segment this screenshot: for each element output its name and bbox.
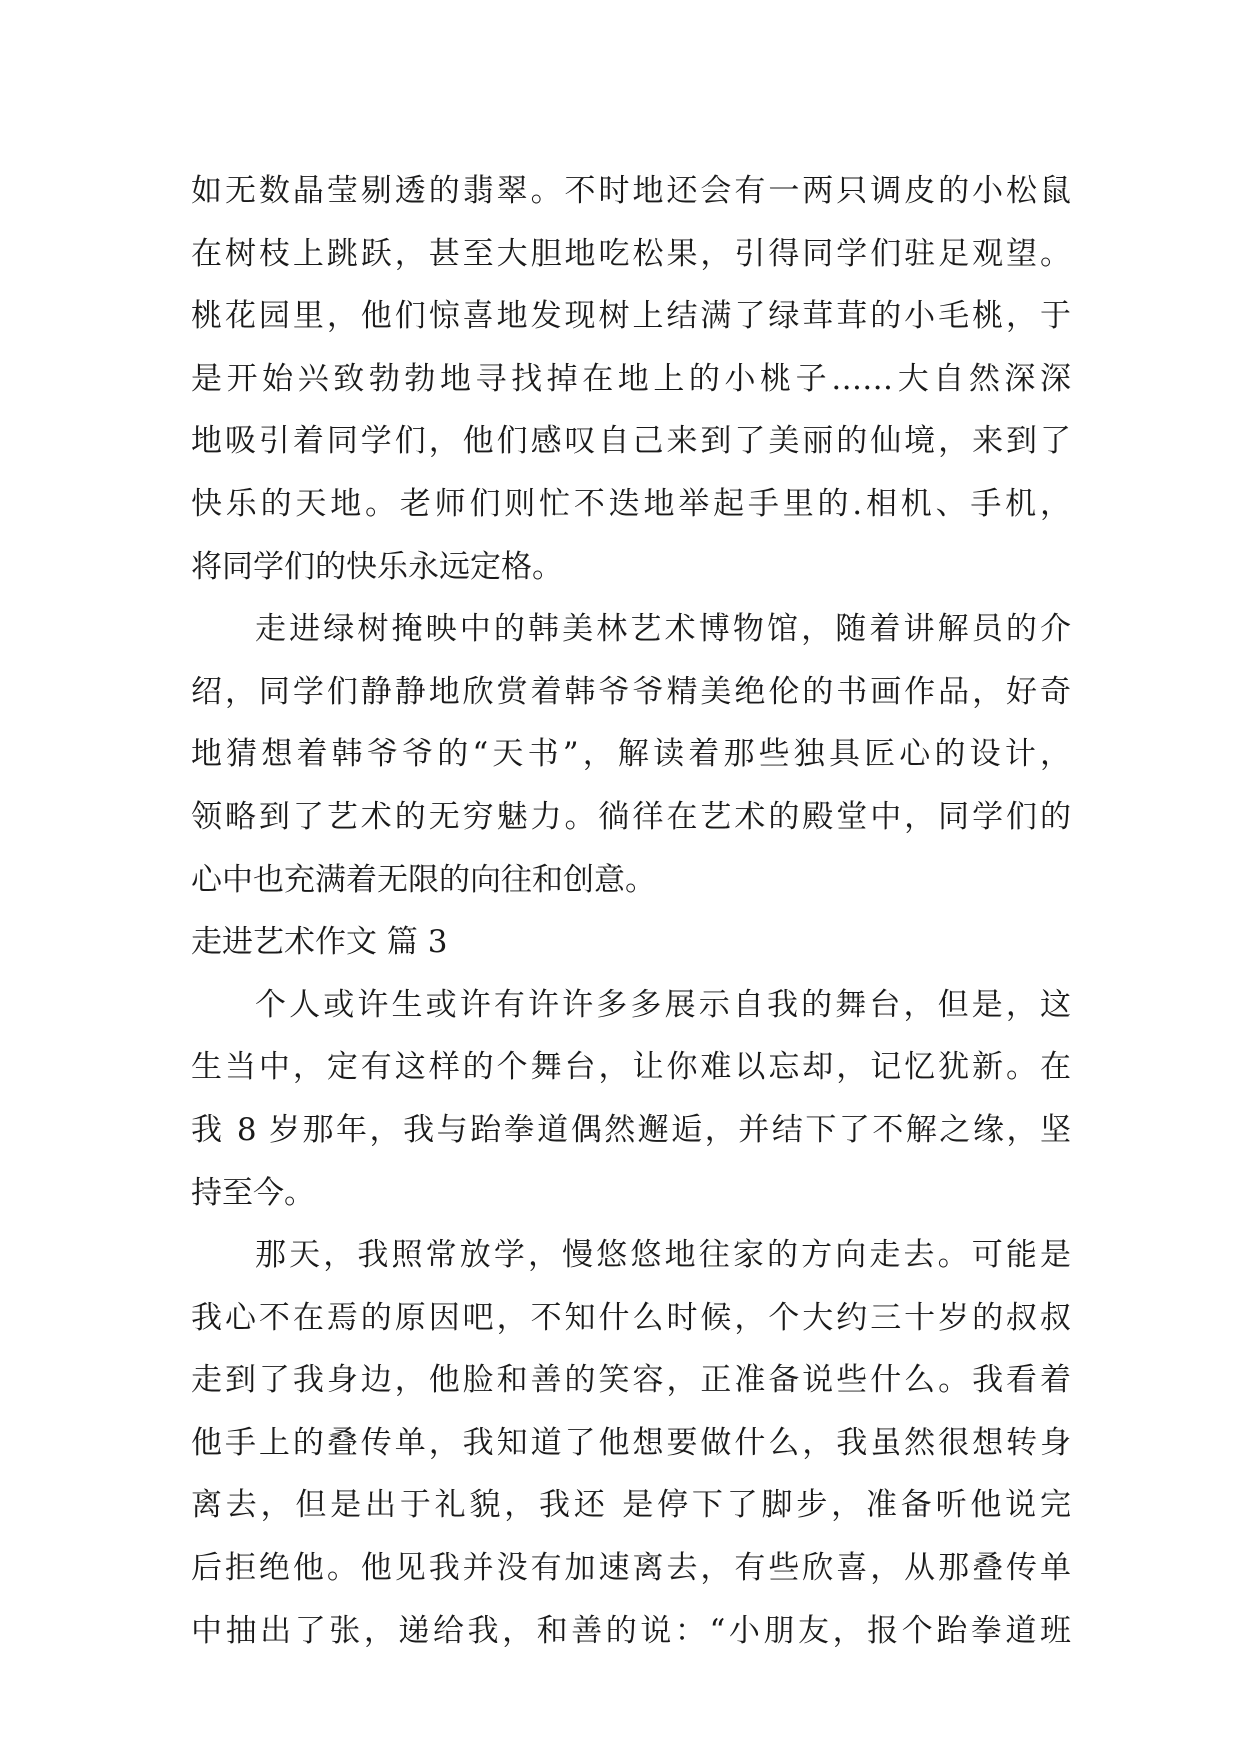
text-line: 桃花园里，他们惊喜地发现树上结满了绿茸茸的小毛桃，于 xyxy=(191,298,1071,335)
text-line: 将同学们的快乐永远定格。 xyxy=(191,548,563,585)
text-line: 离去，但是出于礼貌，我还 是停下了脚步，准备听他说完 xyxy=(191,1487,1071,1524)
document-body xyxy=(191,160,1071,1662)
text-line: 生当中，定有这样的个舞台，让你难以忘却，记忆犹新。在 xyxy=(191,1049,1071,1086)
text-line: 在树枝上跳跃，甚至大胆地吃松果，引得同学们驻足观望。 xyxy=(191,235,1071,272)
text-line: 如无数晶莹剔透的翡翠。不时地还会有一两只调皮的小松鼠 xyxy=(191,173,1071,209)
text-line: 后拒绝他。他见我并没有加速离去，有些欣喜，从那叠传单 xyxy=(191,1550,1071,1587)
text-line: 持至今。 xyxy=(191,1174,315,1211)
section-heading: 走进艺术作文 篇 3 xyxy=(191,924,448,961)
text-line: 是开始兴致勃勃地寻找掉在地上的小桃子……大自然深深 xyxy=(191,360,1071,397)
text-line: 走到了我身边，他脸和善的笑容，正准备说些什么。我看着 xyxy=(191,1362,1071,1399)
text-line: 绍，同学们静静地欣赏着韩爷爷精美绝伦的书画作品，好奇 xyxy=(191,673,1071,710)
text-line: 领略到了艺术的无穷魅力。徜徉在艺术的殿堂中，同学们的 xyxy=(191,798,1071,835)
text-line: 走进绿树掩映中的韩美林艺术博物馆，随着讲解员的介 xyxy=(255,611,1071,648)
text-line: 我 8 岁那年，我与跆拳道偶然邂逅，并结下了不解之缘，坚 xyxy=(191,1111,1071,1148)
text-line: 个人或许生或许有许许多多展示自我的舞台，但是，这 xyxy=(255,986,1071,1023)
text-line: 那天，我照常放学，慢悠悠地往家的方向走去。可能是 xyxy=(255,1237,1071,1274)
text-line: 我心不在焉的原因吧，不知什么时候，个大约三十岁的叔叔 xyxy=(191,1299,1071,1336)
text-line: 地猜想着韩爷爷的“天书”，解读着那些独具匠心的设计， xyxy=(191,736,1071,773)
text-line: 快乐的天地。老师们则忙不迭地举起手里的.相机、手机， xyxy=(191,485,1071,522)
text-line: 心中也充满着无限的向往和创意。 xyxy=(191,861,656,898)
text-line: 他手上的叠传单，我知道了他想要做什么，我虽然很想转身 xyxy=(191,1424,1071,1461)
text-line: 地吸引着同学们，他们感叹自己来到了美丽的仙境，来到了 xyxy=(191,423,1071,460)
text-line: 中抽出了张，递给我，和善的说：“小朋友，报个跆拳道班 xyxy=(191,1612,1071,1649)
